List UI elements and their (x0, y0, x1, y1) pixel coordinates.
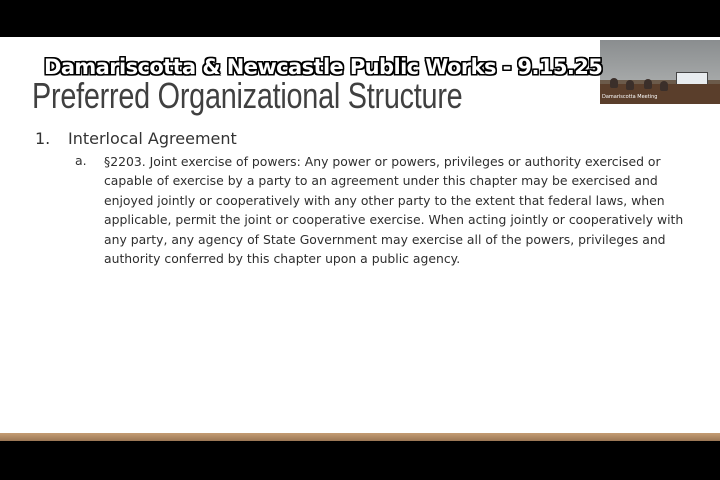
slide-title: Preferred Organizational Structure (32, 75, 463, 116)
slide-bottom-accent (0, 433, 720, 441)
thumbnail-person (660, 81, 668, 91)
subitem-letter: a. (75, 153, 87, 168)
webcam-thumbnail (600, 40, 720, 104)
thumbnail-person (626, 80, 634, 90)
letterbox-bottom (0, 441, 720, 480)
thumbnail-person (610, 78, 618, 88)
letterbox-top (0, 0, 720, 37)
thumbnail-label: Damariscotta Meeting (602, 94, 658, 100)
list-item-number: 1. (35, 129, 51, 148)
thumbnail-person (644, 79, 652, 89)
subitem-text: §2203. Joint exercise of powers: Any power or powers, privileges or authority exercised or capable of exercise by a party to an agreement under this chapter may be exercised and enjoyed jointly or cooperatively with any other party to the extent that federal laws, when applicable, permit the joint or cooperative exercise. When acting jointly or cooperatively with any party, any agency of State Government may exercise all of the powers, privileges and authority conferred by this chapter upon a public agency. (104, 154, 684, 267)
video-caption-overlay: Damariscotta & Newcastle Public Works - 9.15.25 (44, 55, 603, 79)
list-item-heading: Interlocal Agreement (68, 129, 237, 148)
